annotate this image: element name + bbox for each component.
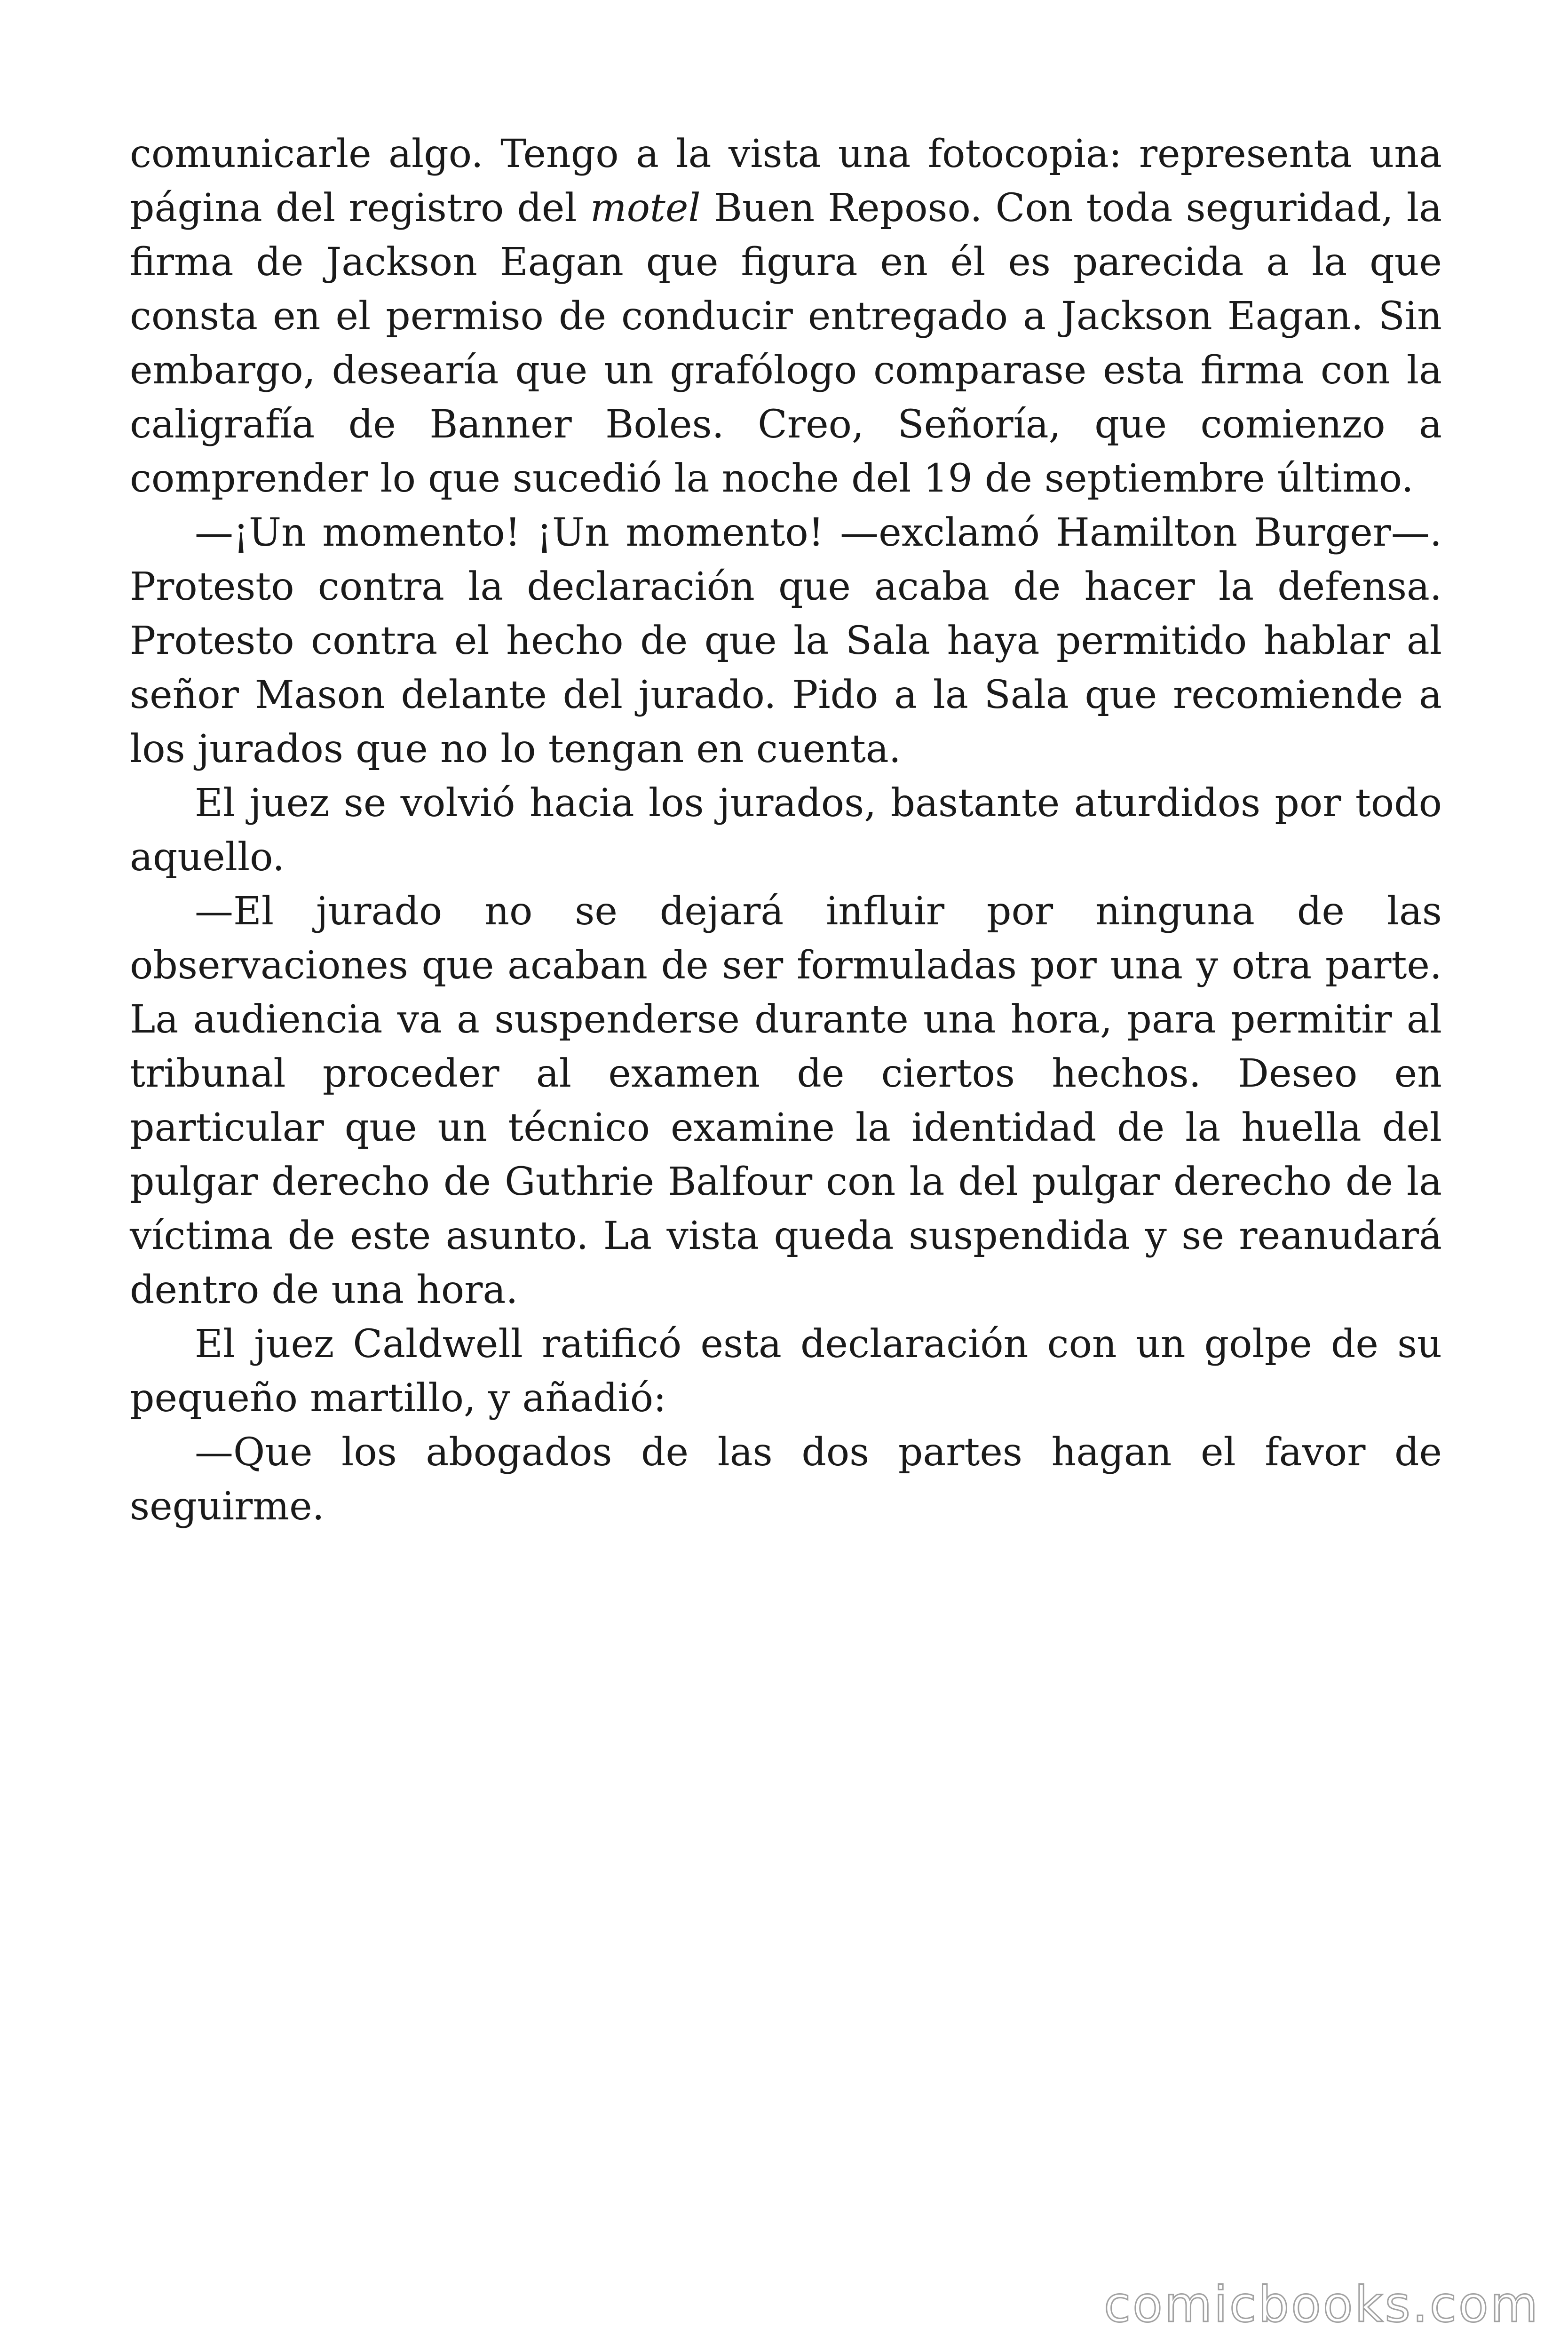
paragraph-1-after: Buen Reposo. Con toda seguridad, la firma de Jackson Eagan que figura en él es parecida a la que consta en el permiso de conducir entregado a Jackson Eagan. Sin embargo, desearía que un grafólogo comparase esta firma con la caligrafía de Banner Boles. Creo, Señoría, que comienzo a comprender lo que sucedió la noche del 19 de septiembre último. [130,186,1442,501]
paragraph-2: —¡Un momento! ¡Un momento! —exclamó Hamilton Burger—. Protesto contra la declaración que acaba de hacer la defensa. Protesto contra el hecho de que la Sala haya permitido hablar al señor Mason delante del jurado. Pido a la Sala que recomiende a los jurados que no lo tengan en cuenta. [130,510,1442,771]
watermark: comicbooks.com [1103,2276,1540,2333]
paragraph-5: El juez Caldwell ratificó esta declaración con un golpe de su pequeño martillo, y añadió: [130,1322,1442,1421]
page-body [130,127,1442,1534]
paragraph-4: —El jurado no se dejará influir por ninguna de las observaciones que acaban de ser formuladas por una y otra parte. La audiencia va a suspenderse durante una hora, para permitir al tribunal proceder al examen de ciertos hechos. Deseo en particular que un técnico examine la identidad de la huella del pulgar derecho de Guthrie Balfour con la del pulgar derecho de la víctima de este asunto. La vista queda suspendida y se reanudará dentro de una hora. [130,889,1442,1312]
paragraph-6: —Que los abogados de las dos partes hagan el favor de seguirme. [130,1430,1442,1529]
paragraph-1 [130,127,1442,506]
paragraph-3: El juez se volvió hacia los jurados, bastante aturdidos por todo aquello. [130,781,1442,880]
paragraph-1-before: comunicarle algo. Tengo a la vista una fotocopia: representa una página del registro del [130,132,1442,230]
paragraph-1-italic-word: motel [590,186,701,230]
